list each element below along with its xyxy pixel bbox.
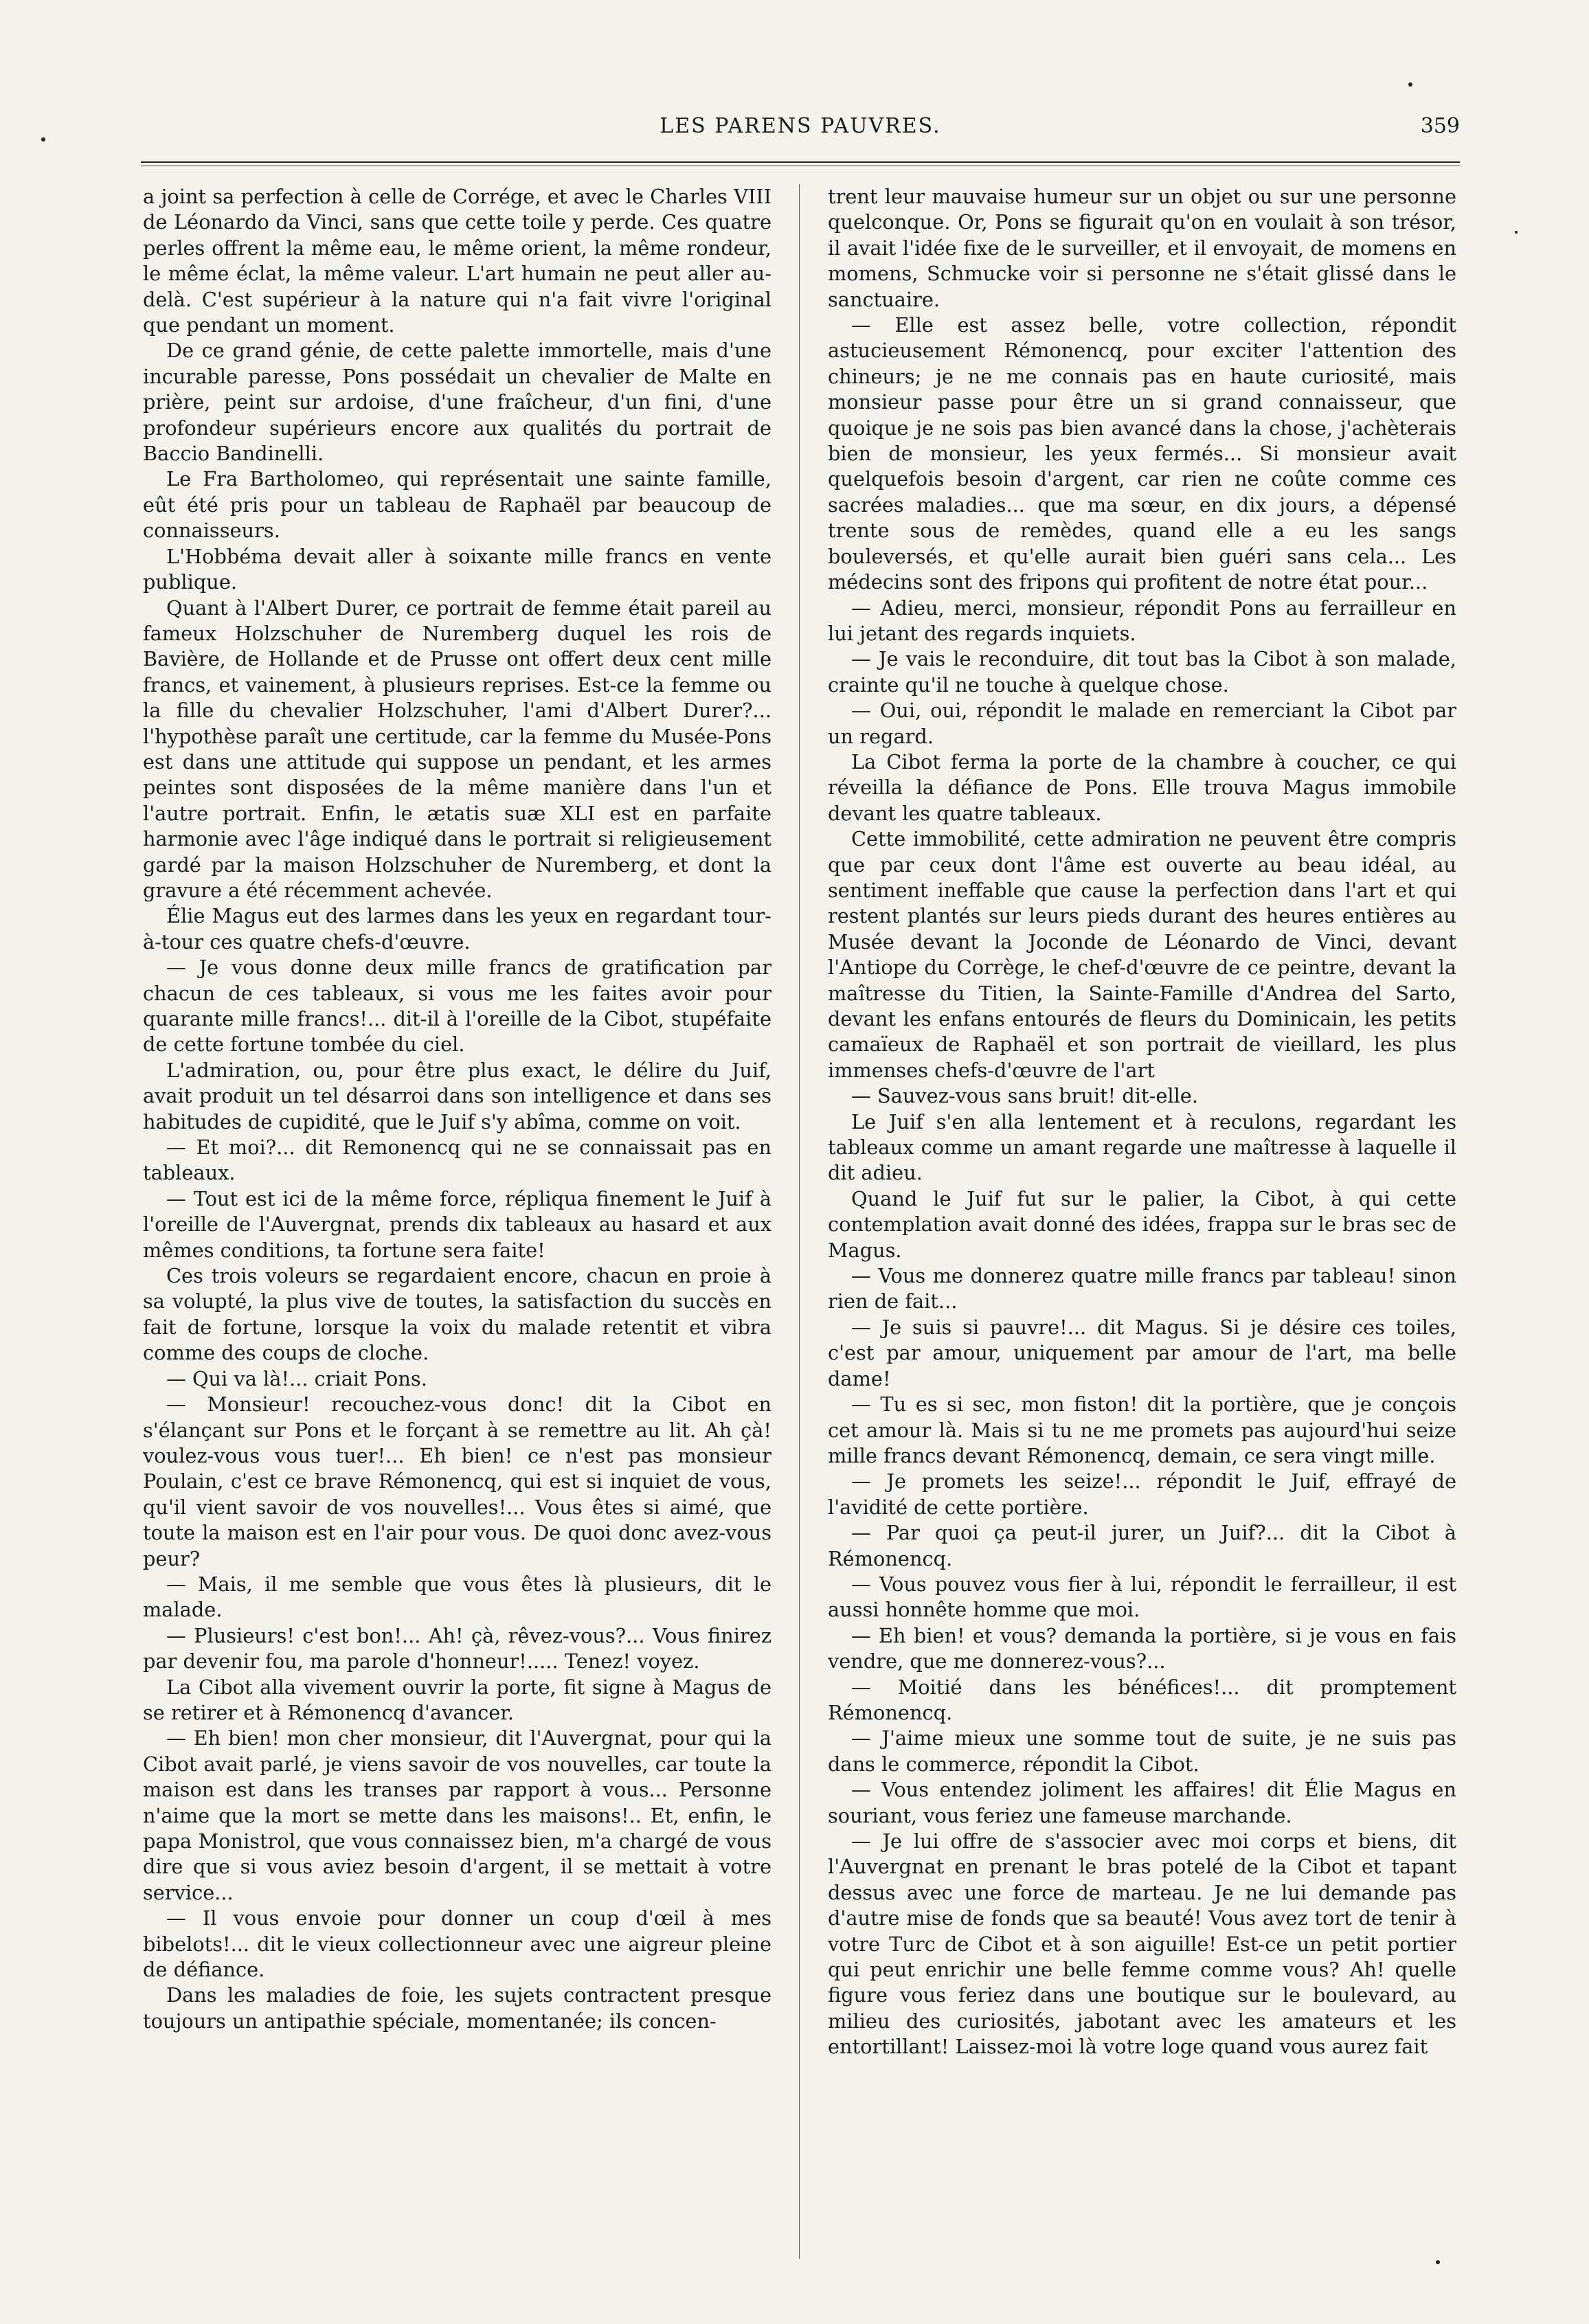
paragraph: Ces trois voleurs se regardaient encore, chacun en proie à sa volupté, la plus vive de toutes, la satisfaction du succès en fait de fortune, lorsque la voix du malade retentit et vibra comme des coups de cloche.	[143, 1264, 771, 1365]
paragraph: L'admiration, ou, pour être plus exact, le délire du Juif, avait produit un tel désarroi dans son intelligence et dans ses habitudes de cupidité, que le Juif s'y abîma, comme on voit.	[143, 1058, 771, 1133]
page-header	[141, 110, 1460, 151]
paragraph: — Sauvez-vous sans bruit! dit-elle.	[851, 1084, 1198, 1108]
paragraph: Quant à l'Albert Durer, ce portrait de femme était pareil au fameux Holzschuher de Nuremberg duquel les rois de Bavière, de Hollande et de Prusse ont offert deux cent mille francs, et vainement, à plusieurs reprises. Est-ce la femme ou la fille du chevalier Holzschuher, l'ami d'Albert Durer?... l'hypothèse paraît une certitude, car la femme du Musée-Pons est dans une attitude qui suppose un pendant, et les armes peintes sont disposées de la même manière dans l'un et l'autre portrait. Enfin, le ætatis suæ XLI est en parfaite harmonie avec l'âge indiqué dans le portrait si religieusement gardé par la maison Holzschuher de Nuremberg, et dont la gravure a été récemment achevée.	[143, 596, 771, 902]
right-column	[828, 184, 1456, 2279]
paragraph: — Il vous envoie pour donner un coup d'œil à mes bibelots!... dit le vieux collectionneur avec une aigreur pleine de défiance.	[143, 1906, 771, 1982]
paragraph: L'Hobbéma devait aller à soixante mille francs en vente publique.	[143, 544, 771, 594]
print-speck	[41, 137, 45, 142]
paragraph: — Je vous donne deux mille francs de gratification par chacun de ces tableaux, si vous me les faites avoir pour quarante mille francs!... dit-il à l'oreille de la Cibot, stupéfaite de cette fortune tombée du ciel.	[143, 956, 771, 1057]
paragraph: — Vous pouvez vous fier à lui, répondit le ferrailleur, il est aussi honnête homme que moi.	[828, 1572, 1456, 1622]
paragraph: Dans les maladies de foie, les sujets contractent presque toujours un antipathie spéciale, momentanée; ils concen-	[143, 1983, 771, 2033]
print-speck	[1408, 82, 1412, 87]
print-speck	[1436, 2260, 1440, 2264]
paragraph: — Adieu, merci, monsieur, répondit Pons au ferrailleur en lui jetant des regards inquiets.	[828, 596, 1456, 645]
paragraph: — Eh bien! et vous? demanda la portière, si je vous en fais vendre, que me donnerez-vous?...	[828, 1623, 1456, 1673]
column-divider	[799, 184, 800, 2259]
paragraph: — Elle est assez belle, votre collection, répondit astucieusement Rémonencq, pour exciter l'attention des chineurs; je ne me connais pas en haute curiosité, mais monsieur passe pour être un si grand connaisseur, que quoique je ne sois pas bien avancé dans la chose, j'achèterais bien de monsieur, les yeux fermés... Si monsieur avait quelquefois besoin d'argent, car rien ne coûte comme ces sacrées maladies... que ma sœur, en dix jours, a dépensé trente sous de remèdes, quand elle a eu les sangs bouleversés, et qu'elle aurait bien guéri sans cela... Les médecins sont des fripons qui profitent de notre état pour...	[828, 313, 1456, 594]
paragraph: La Cibot ferma la porte de la chambre à coucher, ce qui réveilla la défiance de Pons. Elle trouva Magus immobile devant les quatre tableaux.	[828, 749, 1456, 825]
print-speck	[1515, 231, 1518, 234]
paragraph: a joint sa perfection à celle de Corrége, et avec le Charles VIII de Léonardo da Vinci, sans que cette toile y perde. Ces quatre perles offrent la même eau, le même orient, la même rondeur, le même éclat, la même valeur. L'art humain ne peut aller au-delà. C'est supérieur à la nature qui n'a fait vivre l'original que pendant un moment.	[143, 185, 771, 337]
paragraph: trent leur mauvaise humeur sur un objet ou sur une personne quelconque. Or, Pons se figurait qu'on en voulait à son trésor, il avait l'idée fixe de le surveiller, et il envoyait, de momens en momens, Schmucke voir si personne ne s'était glissé dans le sanctuaire.	[828, 185, 1456, 311]
paragraph: De ce grand génie, de cette palette immortelle, mais d'une incurable paresse, Pons possédait un chevalier de Malte en prière, peint sur ardoise, d'une fraîcheur, d'un fini, d'une profondeur supérieurs encore aux qualités du portrait de Baccio Bandinelli.	[143, 339, 771, 466]
paragraph: — Vous me donnerez quatre mille francs par tableau! sinon rien de fait...	[828, 1264, 1456, 1313]
paragraph: Le Juif s'en alla lentement et à reculons, regardant les tableaux comme un amant regarde une maîtresse à laquelle il dit adieu.	[828, 1109, 1456, 1185]
header-rule	[141, 161, 1460, 163]
paragraph: — Eh bien! mon cher monsieur, dit l'Auvergnat, pour qui la Cibot avait parlé, je viens savoir de vos nouvelles, car toute la maison est dans les transes par rapport à vous... Personne n'aime que la mort se mette dans les maisons!.. Et, enfin, le papa Monistrol, que vous connaissez bien, m'a chargé de vous dire que si vous aviez besoin d'argent, il se mettait à votre service...	[143, 1726, 771, 1904]
running-title: LES PARENS PAUVRES.	[660, 114, 941, 138]
paragraph: — Tout est ici de la même force, répliqua finement le Juif à l'oreille de l'Auvergnat, prends dix tableaux au hasard et aux mêmes conditions, ta fortune sera faite!	[143, 1186, 771, 1262]
paragraph: — Je vais le reconduire, dit tout bas la Cibot à son malade, crainte qu'il ne touche à quelque chose.	[828, 647, 1456, 697]
paragraph: — Monsieur! recouchez-vous donc! dit la Cibot en s'élançant sur Pons et le forçant à se remettre au lit. Ah çà! voulez-vous vous tuer!... Eh bien! ce n'est pas monsieur Poulain, c'est ce brave Rémonencq, qui est si inquiet de vous, qu'il vient savoir de vos nouvelles!... Vous êtes si aimé, que toute la maison est en l'air pour vous. De quoi donc avez-vous peur?	[143, 1392, 771, 1570]
paragraph: — Moitié dans les bénéfices!... dit promptement Rémonencq.	[828, 1675, 1456, 1724]
paragraph: La Cibot alla vivement ouvrir la porte, fit signe à Magus de se retirer et à Rémonencq d'avancer.	[143, 1675, 771, 1724]
paragraph: — Par quoi ça peut-il jurer, un Juif?... dit la Cibot à Rémonencq.	[828, 1521, 1456, 1570]
paragraph: — Je lui offre de s'associer avec moi corps et biens, dit l'Auvergnat en prenant le bras potelé de la Cibot et tapant dessus avec une force de marteau. Je ne lui demande pas d'autre mise de fonds que sa beauté! Vous avez tort de tenir à votre Turc de Cibot et à son aiguille! Est-ce un petit portier qui peut enrichir une belle femme comme vous? Ah! quelle figure vous feriez dans une boutique sur le boulevard, au milieu des curiosités, jabotant avec les amateurs et les entortillant! Laissez-moi là votre loge quand vous aurez fait	[828, 1829, 1456, 2059]
paragraph: — Vous entendez joliment les affaires! dit Élie Magus en souriant, vous feriez une fameuse marchande.	[828, 1778, 1456, 1827]
paragraph: — Mais, il me semble que vous êtes là plusieurs, dit le malade.	[143, 1572, 771, 1622]
paragraph: — Plusieurs! c'est bon!... Ah! çà, rêvez-vous?... Vous finirez par devenir fou, ma parole d'honneur!..... Tenez! voyez.	[143, 1623, 771, 1673]
paragraph: — Et moi?... dit Remonencq qui ne se connaissait pas en tableaux.	[143, 1136, 771, 1185]
paragraph: — Qui va là!... criait Pons.	[166, 1366, 427, 1390]
paragraph: — J'aime mieux une somme tout de suite, je ne suis pas dans le commerce, répondit la Cibot.	[828, 1726, 1456, 1776]
paragraph: Quand le Juif fut sur le palier, la Cibot, à qui cette contemplation avait donné des idées, frappa sur le bras sec de Magus.	[828, 1186, 1456, 1262]
paragraph: — Je promets les seize!... répondit le Juif, effrayé de l'avidité de cette portière.	[828, 1469, 1456, 1519]
page-number: 359	[1420, 114, 1460, 138]
left-column	[143, 184, 771, 2279]
paragraph: Le Fra Bartholomeo, qui représentait une sainte famille, eût été pris pour un tableau de Raphaël par beaucoup de connaisseurs.	[143, 467, 771, 543]
paragraph: Élie Magus eut des larmes dans les yeux en regardant tour-à-tour ces quatre chefs-d'œuvre.	[143, 904, 771, 954]
paragraph: — Je suis si pauvre!... dit Magus. Si je désire ces toiles, c'est par amour, uniquement par amour de l'art, ma belle dame!	[828, 1315, 1456, 1390]
paragraph: Cette immobilité, cette admiration ne peuvent être compris que par ceux dont l'âme est ouverte au beau idéal, au sentiment ineffable que cause la perfection dans l'art et qui restent plantés sur leurs pieds durant des heures entières au Musée devant la Joconde de Léonardo de Vinci, devant l'Antiope du Corrège, le chef-d'œuvre de ce peintre, devant la maîtresse du Titien, la Sainte-Famille d'Andrea del Sarto, devant les enfans entourés de fleurs du Dominicain, les petits camaïeux de Raphaël et son portrait de vieillard, les plus immenses chefs-d'œuvre de l'art	[828, 827, 1456, 1082]
paragraph: — Tu es si sec, mon fiston! dit la portière, que je conçois cet amour là. Mais si tu ne me promets pas aujourd'hui seize mille francs devant Rémonencq, demain, ce sera vingt mille.	[828, 1392, 1456, 1467]
paragraph: — Oui, oui, répondit le malade en remerciant la Cibot par un regard.	[828, 699, 1456, 748]
